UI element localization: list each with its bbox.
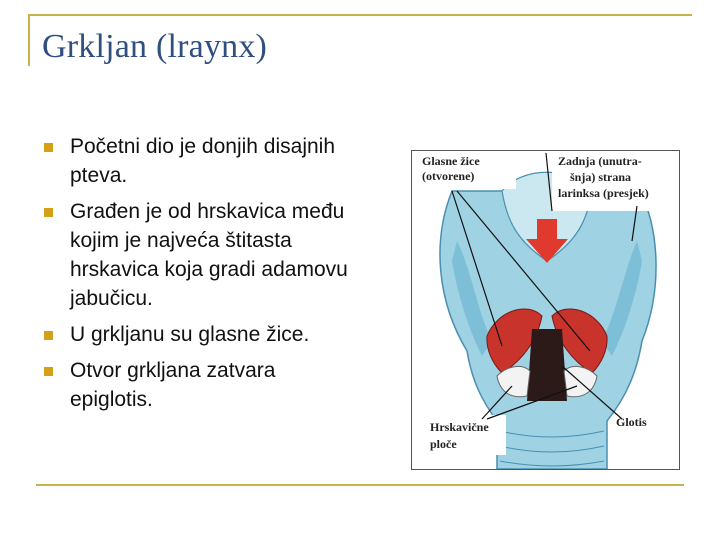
- label-cartilage-plates-2: ploče: [430, 437, 457, 451]
- bullet-marker: [44, 331, 53, 340]
- bullet-marker: [44, 367, 53, 376]
- label-vocal-cords-open: (otvorene): [422, 169, 475, 183]
- bullet-item: [44, 356, 364, 414]
- label-cartilage-plates: Hrskavične: [430, 420, 489, 434]
- bullet-item: [44, 197, 364, 313]
- bullet-text: U grkljanu su glasne žice.: [70, 323, 310, 346]
- bullet-marker: [44, 143, 53, 152]
- decorative-bottom-line: [36, 484, 684, 486]
- bullet-text: Otvor grkljana zatvara epiglotis.: [70, 359, 276, 411]
- bullet-item: [44, 320, 364, 349]
- bullet-text: Građen je od hrskavica među kojim je najveća štitasta hrskavica koja gradi adamovu jabučicu.: [70, 200, 348, 310]
- decorative-vertical-line: [28, 14, 30, 66]
- larynx-illustration: [411, 150, 680, 470]
- glottis-opening: [527, 329, 567, 401]
- slide-title: Grkljan (lraynx): [42, 28, 268, 65]
- label-glottis: Glotis: [616, 415, 647, 429]
- label-posterior-side: Zadnja (unutra-: [558, 154, 642, 168]
- bullet-marker: [44, 208, 53, 217]
- larynx-diagram: [412, 151, 679, 469]
- bullet-text: Početni dio je donjih disajnih pteva.: [70, 135, 336, 187]
- bullet-list: [44, 132, 364, 421]
- label-posterior-side-2: šnja) strana: [570, 170, 632, 184]
- label-posterior-side-3: larinksa (presjek): [558, 186, 649, 200]
- bullet-item: [44, 132, 364, 190]
- label-vocal-cords: Glasne žice: [422, 154, 480, 168]
- decorative-top-line: [28, 14, 692, 16]
